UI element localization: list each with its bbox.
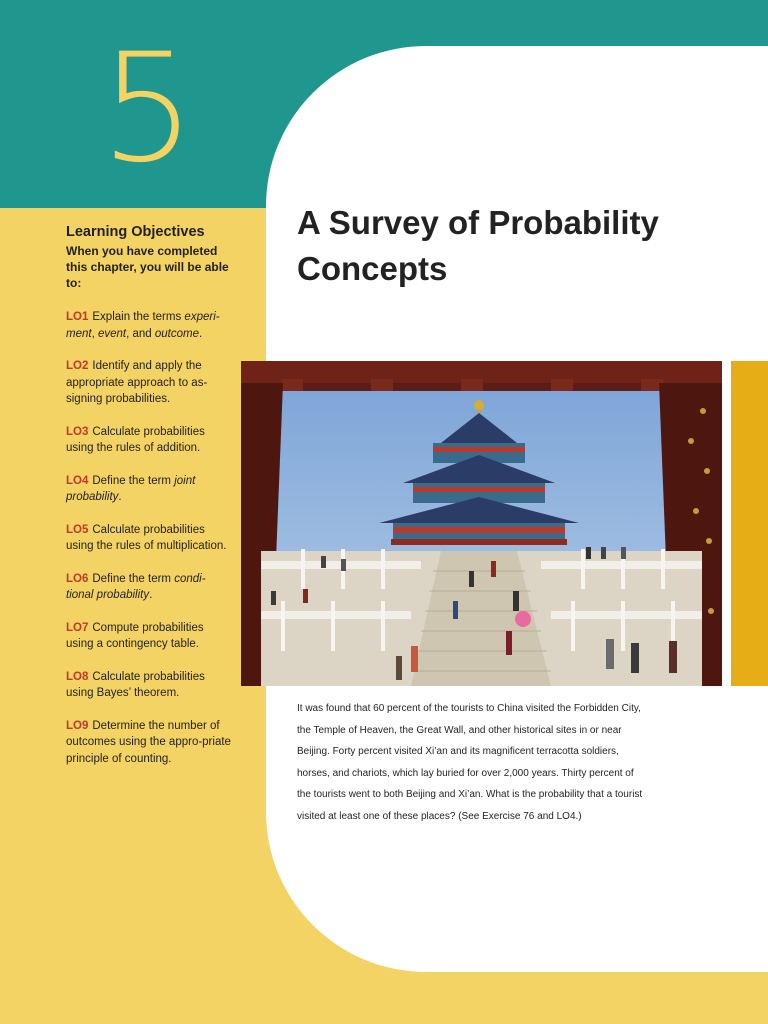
- objective-code: LO1: [66, 311, 89, 323]
- objective-text: Identify and apply the appropriate approach to as-signing probabilities.: [66, 360, 208, 405]
- objectives-heading: Learning Objectives: [66, 224, 205, 240]
- objective-text: .: [118, 491, 122, 503]
- objective-code: LO9: [66, 719, 89, 732]
- objectives-intro: When you have completed this chapter, you will be able to:: [66, 244, 229, 290]
- objective-item: [66, 358, 232, 408]
- objective-item: [66, 309, 232, 342]
- objective-text: .: [149, 589, 153, 601]
- objective-text: Calculate probabilities using the rules of addition.: [66, 425, 205, 454]
- objective-text: outcome: [154, 327, 199, 340]
- objective-code: LO7: [66, 621, 89, 634]
- objective-text: Determine the number of outcomes using the appro-priate principle of counting.: [66, 719, 231, 765]
- objective-text: Define the term: [92, 474, 175, 487]
- objective-item: [66, 718, 232, 768]
- objective-code: LO5: [66, 523, 89, 536]
- objective-text: Calculate probabilities using the rules of multiplication.: [66, 523, 227, 552]
- objective-text: .: [199, 327, 203, 340]
- chapter-intro-paragraph: It was found that 60 percent of the tourists to China visited the Forbidden City, the Temple of Heaven, the Great Wall, and other historical sites in or near Beijing. Forty percent visited Xi’an and its magnificent terracotta soldiers, horses, and chariots, which lay buried for over 2,000 years. Thirty percent of the tourists went to both Beijing and Xi’an. What is the probability that a tourist visited at least one of these places? (See Exercise 76 and LO4.): [297, 703, 643, 822]
- learning-objectives: [66, 224, 232, 783]
- objective-text: Explain the terms: [92, 311, 185, 323]
- objective-text: Compute probabilities using a contingency table.: [66, 621, 204, 650]
- objective-item: [66, 620, 232, 653]
- objective-text: ,: [91, 327, 98, 340]
- objective-item: [66, 522, 232, 555]
- objective-code: LO3: [66, 425, 89, 438]
- chapter-title: A Survey of Probability Concepts: [297, 204, 659, 287]
- objective-text: condi-tional probability: [66, 572, 206, 601]
- objective-text: Calculate probabilities using Bayes’ theorem.: [66, 670, 205, 699]
- objective-text: Define the term: [92, 572, 175, 585]
- objective-item: [66, 669, 232, 702]
- objective-item: [66, 424, 232, 457]
- objective-text: event: [97, 327, 127, 340]
- objective-code: LO2: [66, 360, 89, 372]
- objective-item: [66, 571, 232, 604]
- objective-text: , and: [126, 327, 155, 340]
- objectives-list: [66, 309, 232, 767]
- objective-code: LO4: [66, 474, 89, 487]
- objective-item: [66, 473, 232, 506]
- gold-edge-tab: [731, 361, 768, 686]
- temple-of-heaven-photo: [241, 361, 722, 686]
- objective-code: LO6: [66, 572, 89, 585]
- objective-text: experi-ment: [66, 311, 220, 340]
- objective-code: LO8: [66, 670, 89, 683]
- chapter-number: 5: [100, 22, 196, 196]
- objective-text: joint probability: [66, 474, 196, 503]
